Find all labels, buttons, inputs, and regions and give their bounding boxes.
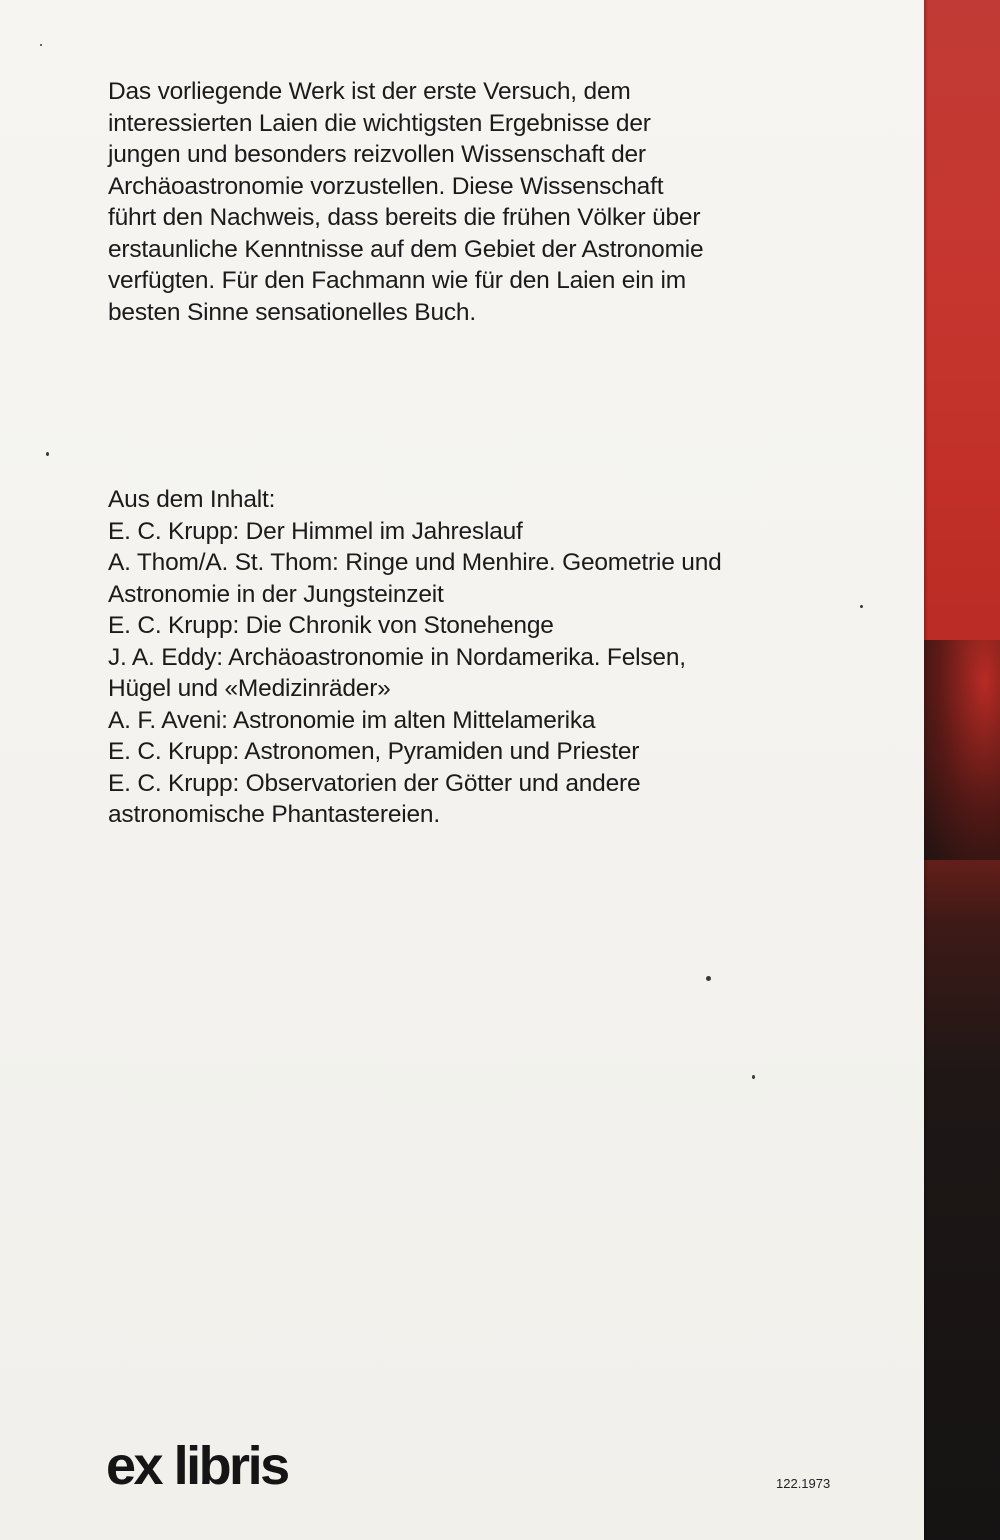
description-line: jungen und besonders reizvollen Wissenschaft der xyxy=(108,141,646,168)
cover-photo-edge xyxy=(924,0,1000,1540)
contents-line: E. C. Krupp: Der Himmel im Jahreslauf xyxy=(108,517,523,545)
contents-list xyxy=(108,516,888,831)
contents-line: Astronomie in der Jungsteinzeit xyxy=(108,580,444,608)
speck xyxy=(706,976,711,981)
catalog-number: 122.1973 xyxy=(776,1476,831,1491)
contents-heading: Aus dem Inhalt: xyxy=(108,486,276,513)
description-line: besten Sinne sensationelles Buch. xyxy=(108,298,476,326)
mountain-silhouette xyxy=(924,640,1000,860)
description-line: verfügten. Für den Fachmann wie für den Laien ein im xyxy=(108,267,686,294)
description-paragraph xyxy=(108,76,848,328)
contents-line: A. Thom/A. St. Thom: Ringe und Menhire. Geometrie und xyxy=(108,549,722,576)
description-line: interessierten Laien die wichtigsten Ergebnisse der xyxy=(108,109,651,137)
contents-line: astronomische Phantastereien. xyxy=(108,801,440,828)
contents-line: E. C. Krupp: Astronomen, Pyramiden und Priester xyxy=(108,738,640,765)
contents-line: A. F. Aveni: Astronomie im alten Mittelamerika xyxy=(108,706,596,734)
contents-line: E. C. Krupp: Observatorien der Götter und andere xyxy=(108,769,641,797)
speck xyxy=(752,1075,755,1079)
table-of-contents xyxy=(108,484,888,831)
speck xyxy=(40,44,42,46)
speck xyxy=(46,452,49,456)
contents-line: Hügel und «Medizinräder» xyxy=(108,675,391,702)
contents-line: J. A. Eddy: Archäoastronomie in Nordamerika. Felsen, xyxy=(108,643,686,671)
contents-line: E. C. Krupp: Die Chronik von Stonehenge xyxy=(108,612,554,639)
description-line: erstaunliche Kenntnisse auf dem Gebiet der Astronomie xyxy=(108,235,704,263)
description-line: führt den Nachweis, dass bereits die frühen Völker über xyxy=(108,204,701,231)
publisher-logo: ex libris xyxy=(106,1436,288,1496)
description-line: Das vorliegende Werk ist der erste Versuch, dem xyxy=(108,78,631,105)
description-line: Archäoastronomie vorzustellen. Diese Wissenschaft xyxy=(108,172,664,200)
